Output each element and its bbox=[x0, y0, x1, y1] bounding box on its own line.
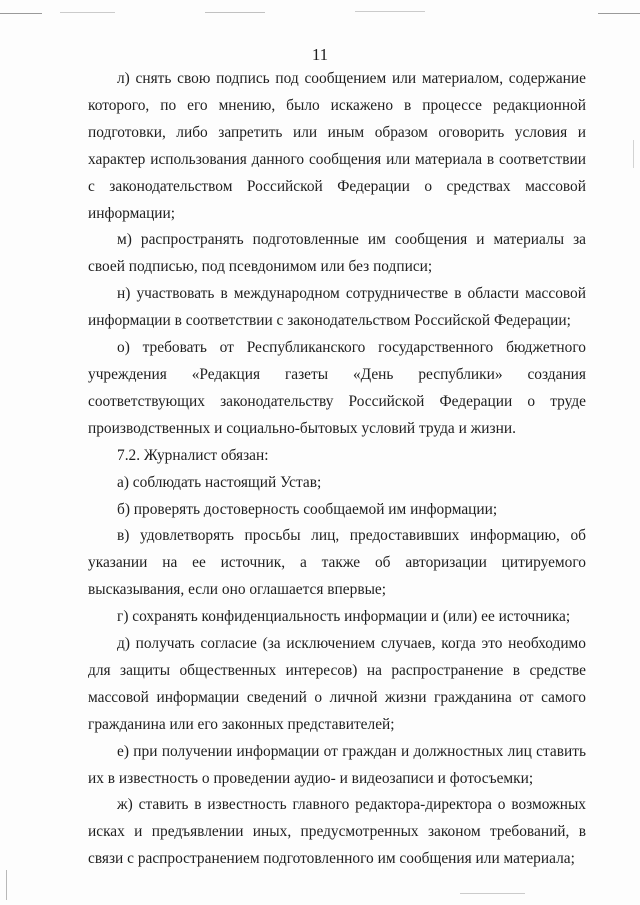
paragraph-l: л) снять свою подпись под сообщением или материалом, содержание которого, по его мнению, было искажено в процессе редакционной подготовки, либо запретить или иным образом оговорить условия и характер использования данного сообщения или материала в соответствии с законодательством Российской Федерации о средствах массовой информации; bbox=[88, 70, 586, 222]
paragraph-n: н) участвовать в международном сотрудничестве в области массовой информации в соответствии с законодательством Российской Федерации; bbox=[88, 285, 586, 330]
scan-artifact-top-left bbox=[0, 13, 42, 14]
scan-artifact-left-edge bbox=[6, 870, 7, 900]
paragraph-zh: ж) ставить в известность главного редактора-директора о возможных исках и предъявлении иных, предусмотренных законом требований, в связи с распространением подготовленного им сообщения или материала; bbox=[88, 796, 586, 868]
scan-artifact-top-3 bbox=[355, 11, 425, 12]
scan-artifact-top-1 bbox=[60, 12, 115, 13]
paragraph-e: е) при получении информации от граждан и должностных лиц ставить их в известность о проведении аудио- и видеозаписи и фотосъемки; bbox=[88, 742, 586, 787]
paragraph-o: о) требовать от Республиканского государственного бюджетного учреждения «Редакция газеты «День республики» создания соответствующих законодательству Российской Федерации о труде производственных и социально-бытовых условий труда и жизни. bbox=[88, 339, 586, 437]
paragraph-b: б) проверять достоверность сообщаемой им информации; bbox=[117, 500, 498, 518]
paragraph-g: г) сохранять конфиденциальность информации и (или) ее источника; bbox=[117, 608, 571, 626]
paragraph-m: м) распространять подготовленные им сообщения и материалы за своей подписью, под псевдонимом или без подписи; bbox=[88, 231, 586, 276]
scan-artifact-right-edge bbox=[633, 140, 634, 168]
paragraph-d: д) получать согласие (за исключением случаев, когда это необходимо для защиты общественных интересов) на распространение в средстве массовой информации сведений о личной жизни гражданина от самого гражданина или его законных представителей; bbox=[88, 635, 586, 733]
scan-artifact-top-2 bbox=[205, 12, 265, 13]
paragraph-a: а) соблюдать настоящий Устав; bbox=[117, 473, 322, 491]
scan-artifact-bottom-right bbox=[460, 893, 525, 894]
page-number: 11 bbox=[311, 45, 329, 64]
document-body bbox=[88, 66, 586, 873]
section-heading-7-2: 7.2. Журналист обязан: bbox=[117, 446, 269, 464]
scan-artifact-top-right bbox=[598, 13, 640, 14]
paragraph-v: в) удовлетворять просьбы лиц, предоставивших информацию, об указании на ее источник, а также об авторизации цитируемого высказывания, если оно оглашается впервые; bbox=[88, 527, 586, 599]
